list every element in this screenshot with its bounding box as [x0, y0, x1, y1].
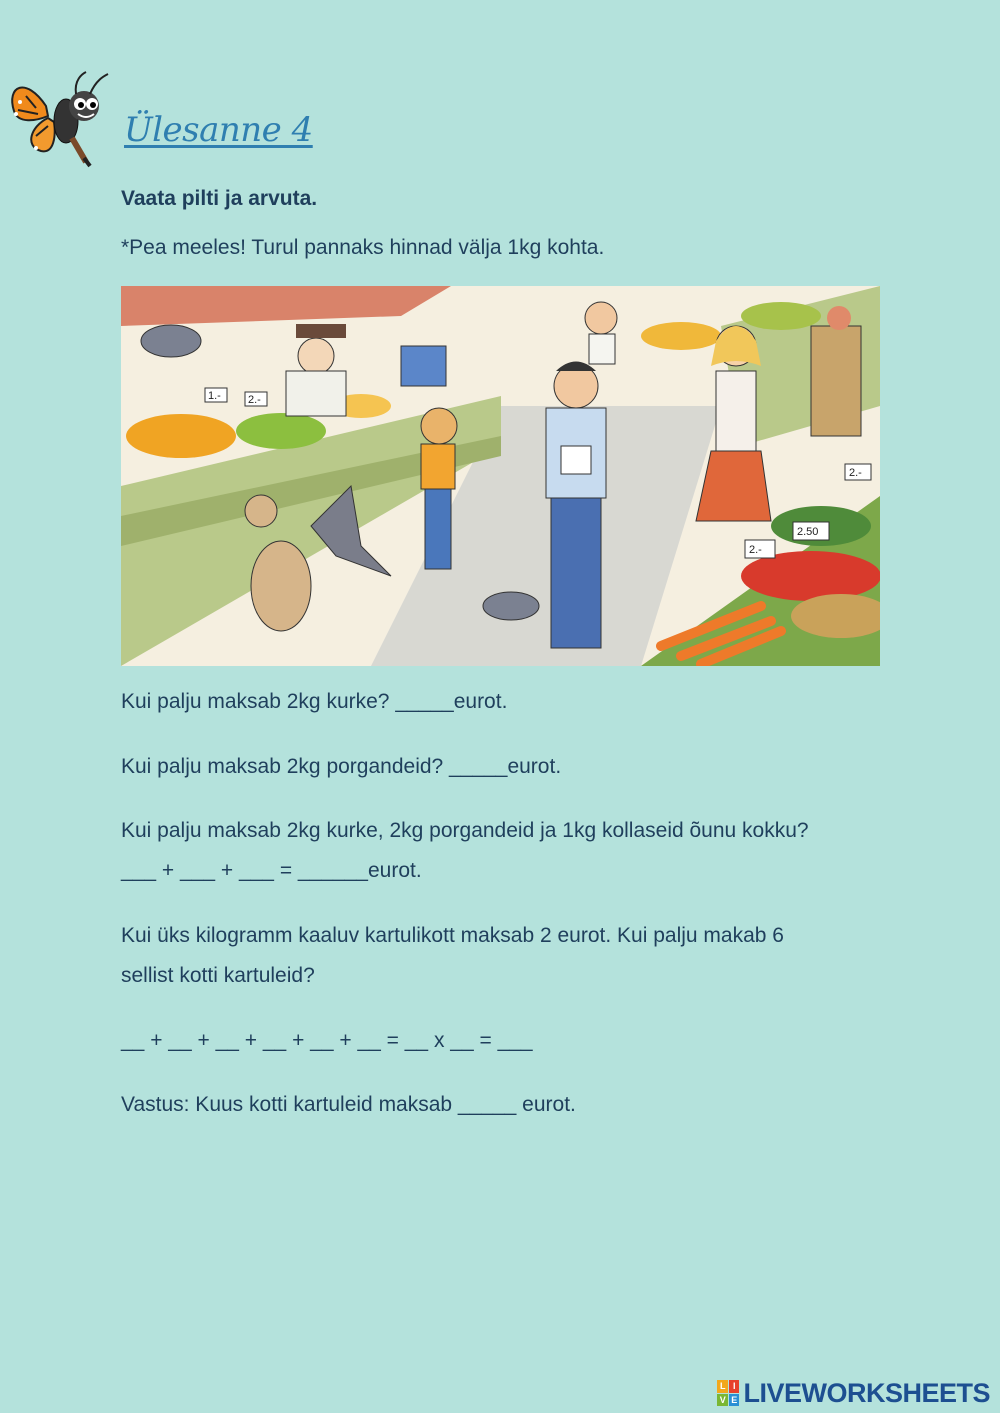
page-title: Ülesanne 4 [124, 110, 313, 150]
note-text: *Pea meeles! Turul pannaks hinnad välja 1kg kohta. [121, 236, 605, 259]
price-tag: 2.- [749, 544, 762, 556]
logo-letter: L [717, 1380, 728, 1393]
question-potatoes-line2: sellist kotti kartuleid? [121, 964, 315, 987]
instruction-text: Vaata pilti ja arvuta. [121, 187, 318, 210]
question-carrots: Kui palju maksab 2kg porgandeid? _____eurot. [121, 755, 562, 778]
price-tag: 2.- [849, 467, 862, 479]
answer-line: Vastus: Kuus kotti kartuleid maksab _____ eurot. [121, 1093, 576, 1116]
logo-text: LIVEWORKSHEETS [743, 1377, 990, 1408]
price-tag: 1.- [208, 390, 221, 402]
question-total-equation: ___ + ___ + ___ = ______eurot. [121, 859, 422, 882]
liveworksheets-logo [717, 1376, 990, 1410]
logo-mark-icon [717, 1380, 739, 1406]
price-tag: 2.50 [797, 526, 819, 538]
butterfly-mascot-icon [6, 66, 114, 168]
question-total-line1: Kui palju maksab 2kg kurke, 2kg porgandeid ja 1kg kollaseid õunu kokku? [121, 819, 809, 842]
price-tag: 2.- [248, 394, 261, 406]
question-cucumbers: Kui palju maksab 2kg kurke? _____eurot. [121, 690, 508, 713]
logo-letter: V [717, 1394, 728, 1407]
question-potatoes-line1: Kui üks kilogramm kaaluv kartulikott maksab 2 eurot. Kui palju makab 6 [121, 924, 784, 947]
potatoes-equation: __ + __ + __ + __ + __ + __ = __ x __ = ___ [121, 1029, 533, 1052]
logo-letter: I [729, 1380, 740, 1393]
market-illustration [121, 286, 880, 666]
logo-letter: E [729, 1394, 740, 1407]
